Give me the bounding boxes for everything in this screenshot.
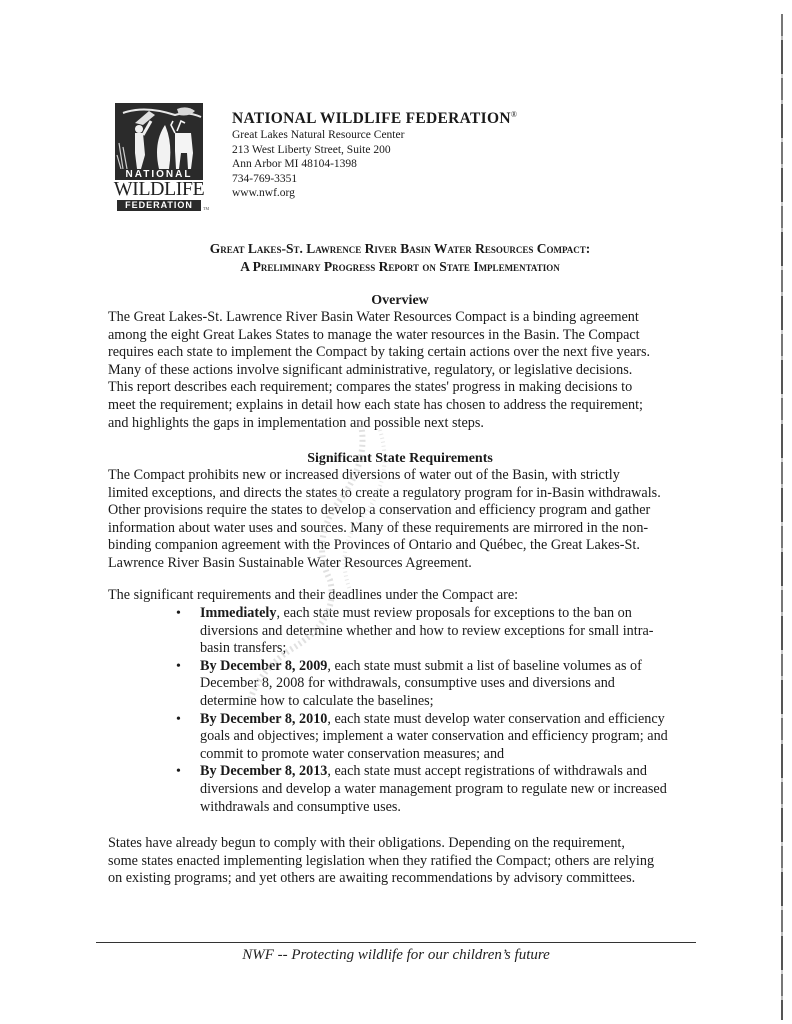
deadline-lead: By December 8, 2010 — [200, 710, 328, 727]
text-line: diversions and determine whether and how to review exceptions for small intra- — [200, 622, 654, 639]
text-line — [200, 711, 710, 729]
logo-federation-text: FEDERATION — [117, 200, 201, 211]
deadline-item — [170, 658, 710, 711]
text-line: Other provisions require the states to develop a conservation and efficiency program and gather — [108, 502, 651, 519]
footer-divider — [96, 942, 696, 943]
overview-paragraph — [108, 309, 708, 432]
text-line: withdrawals and consumptive uses. — [200, 798, 401, 815]
text-line: limited exceptions, and directs the states to create a regulatory program for in-Basin withdrawals. — [108, 484, 661, 501]
text-line: some states enacted implementing legislation when they ratified the Compact; others are relying — [108, 852, 655, 869]
city-state-zip: Ann Arbor MI 48104-1398 — [232, 158, 357, 171]
logo-illustration-icon — [115, 103, 203, 169]
logo-national-text: NATIONAL — [115, 169, 203, 180]
text-line: determine how to calculate the baselines; — [200, 692, 434, 709]
organization-name — [232, 106, 517, 128]
text-line: diversions and develop a water management program to regulate new or increased — [200, 780, 667, 797]
text-line: on existing programs; and yet others are awaiting recommendations by advisory committees. — [108, 870, 636, 887]
phone-number: 734-769-3351 — [232, 172, 298, 185]
deadline-item — [170, 605, 710, 658]
deadline-text: , each state must review proposals for exceptions to the ban on — [276, 605, 632, 621]
bullet-icon: • — [176, 711, 181, 727]
deadline-lead: Immediately — [200, 605, 277, 621]
deadline-text: , each state must submit a list of baseline volumes as of — [327, 657, 642, 674]
text-line: binding companion agreement with the Provinces of Ontario and Québec, the Great Lakes-St. — [108, 537, 640, 554]
scan-edge-line — [781, 14, 783, 1020]
bullet-icon: • — [176, 764, 181, 780]
text-line: among the eight Great Lakes States to manage the water resources in the Basin. The Compact — [108, 326, 640, 343]
deadline-item — [170, 711, 710, 764]
text-line: basin transfers; — [200, 640, 287, 657]
registered-mark: ® — [510, 110, 518, 119]
deadline-text: , each state must accept registrations of withdrawals and — [327, 763, 647, 780]
requirements-paragraph — [108, 467, 708, 573]
text-line: This report describes each requirement; compares the states' progress in making decisions to — [108, 379, 633, 396]
text-line: The Compact prohibits new or increased diversions of water out of the Basin, with strictly — [108, 467, 620, 483]
bullet-icon: • — [176, 606, 181, 621]
text-line: information about water uses and sources. Many of these requirements are mirrored in the non- — [108, 519, 649, 536]
deadline-lead: By December 8, 2013 — [200, 763, 328, 780]
text-line: The Great Lakes-St. Lawrence River Basin Water Resources Compact is a binding agreement — [108, 309, 639, 325]
street-address: 213 West Liberty Street, Suite 200 — [232, 143, 391, 156]
text-line: The significant requirements and their deadlines under the Compact are: — [108, 587, 519, 603]
document-title-line-2: A Preliminary Progress Report on State Implementation — [240, 259, 560, 274]
nwf-logo — [111, 103, 213, 213]
text-line — [200, 658, 710, 676]
website-link[interactable]: www.nwf.org — [232, 187, 295, 200]
text-line: December 8, 2008 for withdrawals, consumptive uses and diversions and — [200, 675, 615, 692]
text-line — [200, 605, 710, 623]
requirements-intro — [108, 587, 708, 605]
deadline-list — [170, 605, 710, 816]
logo-trademark: TM — [203, 206, 209, 211]
document-title-line-1: Great Lakes-St. Lawrence River Basin Water Resources Compact: — [209, 241, 591, 256]
logo-wildlife-text: WILDLIFE — [113, 178, 205, 200]
text-line: States have already begun to comply with their obligations. Depending on the requirement, — [108, 835, 625, 851]
overview-heading: Overview — [371, 293, 429, 308]
deadline-lead: By December 8, 2009 — [200, 657, 328, 674]
closing-paragraph — [108, 835, 708, 888]
text-line: meet the requirement; explains in detail how each state has chosen to address the requirement; — [108, 396, 643, 413]
text-line: commit to promote water conservation measures; and — [200, 745, 505, 762]
text-line: goals and objectives; implement a water conservation and efficiency program; and — [200, 728, 668, 745]
deadline-item — [170, 763, 710, 816]
text-line: requires each state to implement the Compact by taking certain actions over the next five years. — [108, 344, 651, 361]
text-line: Many of these actions involve significant administrative, regulatory, or legislative decisions. — [108, 361, 633, 378]
center-name: Great Lakes Natural Resource Center — [232, 129, 405, 141]
text-line: and highlights the gaps in implementation and possible next steps. — [108, 414, 484, 431]
text-line — [200, 763, 710, 781]
footer-tagline: NWF -- Protecting wildlife for our children’s future — [242, 947, 550, 963]
requirements-heading: Significant State Requirements — [307, 451, 493, 466]
organization-name-text: NATIONAL WILDLIFE FEDERATION — [232, 110, 511, 127]
letterhead-address — [232, 106, 517, 201]
text-line: Lawrence River Basin Sustainable Water Resources Agreement. — [108, 554, 472, 571]
bullet-icon: • — [176, 658, 181, 674]
deadline-text: , each state must develop water conservation and efficiency — [327, 710, 665, 727]
